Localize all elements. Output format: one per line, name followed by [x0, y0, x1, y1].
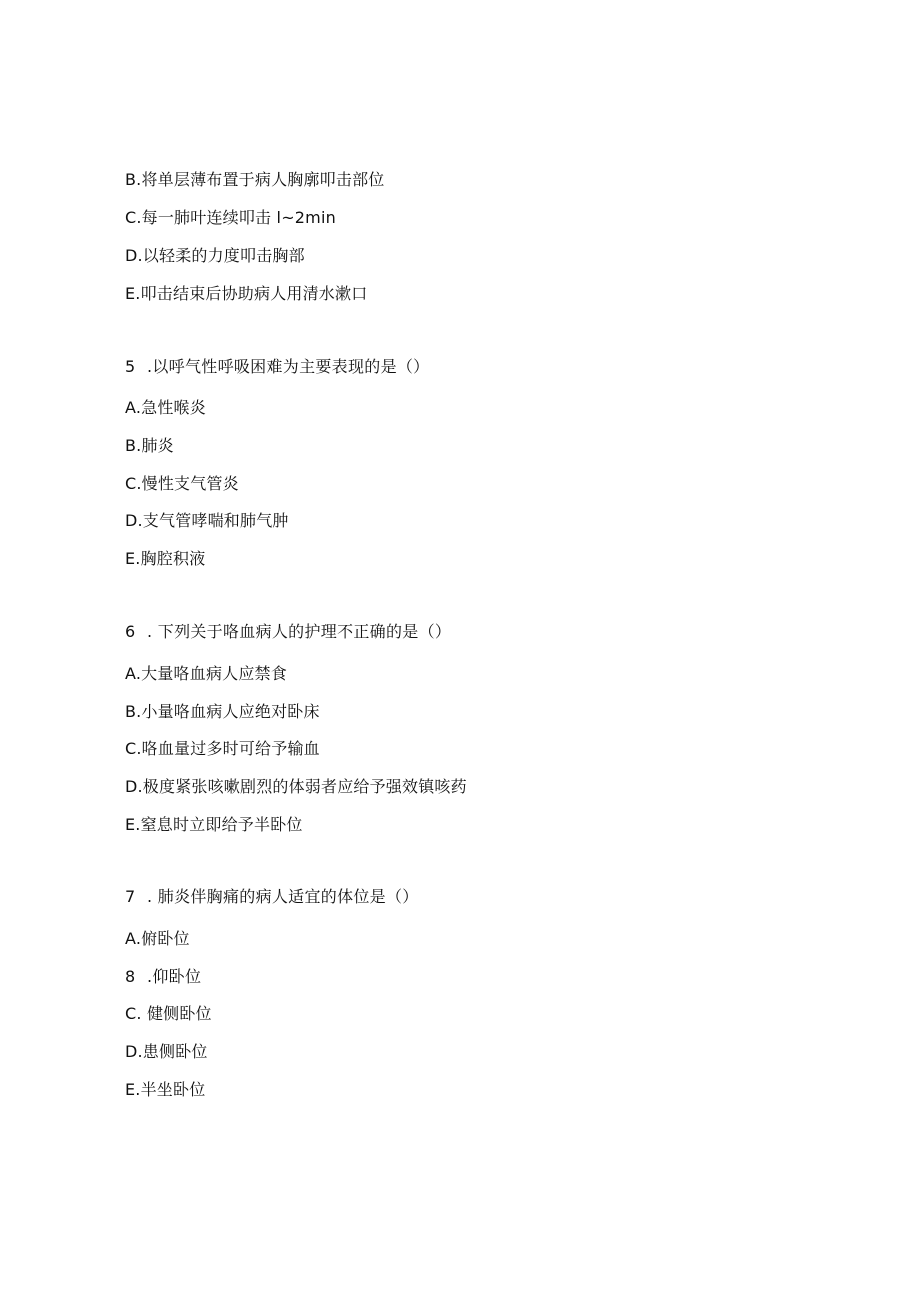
q7-option-e: E.半坐卧位: [125, 1080, 206, 1099]
option-e-prev: E.叩击结束后协助病人用清水漱口: [125, 284, 368, 303]
q5-option-c: C.慢性支气管炎: [125, 474, 239, 493]
question-text: .以呼气性呼吸困难为主要表现的是（）: [147, 357, 430, 376]
q5-option-b: B.肺炎: [125, 436, 174, 455]
question-number: 7: [125, 887, 136, 906]
question-number: 6: [125, 622, 136, 641]
q6-option-c: C.咯血量过多时可给予输血: [125, 739, 320, 758]
q5-option-a: A.急性喉炎: [125, 398, 206, 417]
option-b-prev: B.将单层薄布置于病人胸廓叩击部位: [125, 170, 385, 189]
q7-option-c: C. 健侧卧位: [125, 1004, 212, 1023]
q6-option-e: E.窒息时立即给予半卧位: [125, 815, 303, 834]
q6-option-a: A.大量咯血病人应禁食: [125, 664, 287, 683]
question-text: . 肺炎伴胸痛的病人适宜的体位是（）: [147, 887, 419, 906]
item-number: 8: [125, 967, 136, 986]
question-7: [125, 887, 419, 907]
question-5: [125, 357, 430, 377]
question-6: [125, 622, 451, 642]
q7-option-a: A.俯卧位: [125, 929, 190, 948]
option-d-prev: D.以轻柔的力度叩击胸部: [125, 246, 305, 265]
q5-option-d: D.支气管哮喘和肺气肿: [125, 511, 289, 530]
q7-misnumbered-option: [125, 967, 201, 987]
q7-option-d: D.患侧卧位: [125, 1042, 208, 1061]
q5-option-e: E.胸腔积液: [125, 549, 206, 568]
q6-option-b: B.小量咯血病人应绝对卧床: [125, 702, 320, 721]
option-c-prev: C.每一肺叶连续叩击 l~2min: [125, 208, 336, 227]
question-number: 5: [125, 357, 136, 376]
q6-option-d: D.极度紧张咳嗽剧烈的体弱者应给予强效镇咳药: [125, 777, 467, 796]
item-text: .仰卧位: [147, 967, 202, 986]
question-text: . 下列关于咯血病人的护理不正确的是（）: [147, 622, 452, 641]
